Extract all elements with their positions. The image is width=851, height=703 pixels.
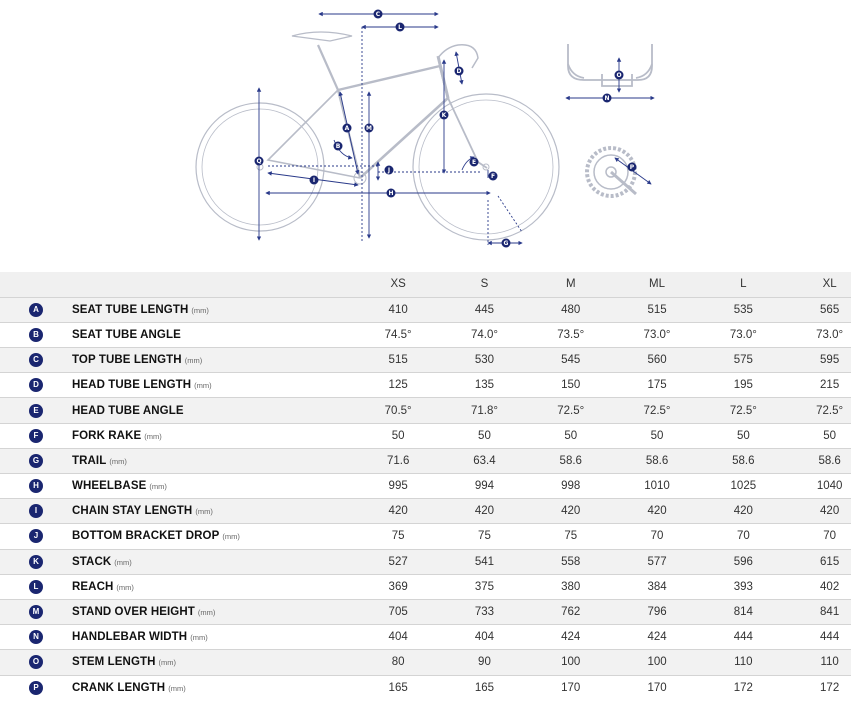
value-cell-l: 1025 [730, 480, 757, 493]
row-badge-cell [0, 373, 72, 398]
value-cell-s: 733 [474, 606, 495, 619]
value-cell-s: 74.0° [470, 328, 498, 341]
table-row [0, 423, 851, 448]
value-cell-m: 998 [561, 480, 581, 493]
size-header-xl: XL [786, 272, 851, 297]
value-cell-xl: 565 [820, 303, 840, 316]
value-cell-xs: 369 [388, 580, 408, 593]
measurement-name: FORK RAKE [72, 429, 142, 442]
value-cell-ml: 424 [647, 631, 667, 644]
measurement-name: STAND OVER HEIGHT [72, 606, 195, 619]
value-cell-l: 172 [733, 681, 753, 694]
value-cell-ml: 170 [647, 681, 667, 694]
size-header-m: M [528, 272, 614, 297]
value-cell-ml: 100 [647, 656, 667, 669]
measurement-name: TOP TUBE LENGTH [72, 354, 182, 367]
row-badge-cell [0, 574, 72, 599]
measurement-code-badge: D [29, 378, 43, 392]
value-cell-xl: 110 [820, 656, 839, 669]
value-cell-xs: 74.5° [384, 328, 412, 341]
svg-text:A: A [344, 125, 350, 133]
value-cell-ml: 420 [647, 505, 667, 518]
row-badge-cell [0, 423, 72, 448]
label-m [365, 124, 374, 133]
value-cell-xl: 841 [820, 606, 840, 619]
value-cell-m: 420 [561, 505, 581, 518]
value-cell-m: 58.6 [559, 454, 582, 467]
value-cell-m: 762 [561, 606, 581, 619]
measurement-name: WHEELBASE [72, 480, 147, 493]
row-badge-cell [0, 348, 72, 373]
measurement-code-badge: H [29, 479, 43, 493]
value-cell-s: 165 [474, 681, 495, 694]
svg-text:K: K [441, 112, 447, 120]
value-cell-s: 541 [474, 555, 495, 568]
value-cell-l: 814 [733, 606, 753, 619]
value-cell-xl: 72.5° [816, 404, 844, 417]
row-badge-cell [0, 549, 72, 574]
row-badge-cell [0, 398, 72, 423]
measurement-unit: (mm) [190, 633, 208, 643]
row-badge-cell [0, 524, 72, 549]
label-h [387, 189, 396, 198]
measurement-name-cell [72, 322, 355, 347]
value-cell-s: 63.4 [473, 454, 496, 467]
value-cell-ml: 58.6 [645, 454, 669, 467]
value-cell-xl: 70 [823, 530, 837, 543]
value-cell-xs: 404 [388, 631, 408, 644]
handlebar-inset [566, 44, 654, 98]
value-cell-m: 72.5° [557, 404, 585, 417]
value-cell-m: 380 [561, 580, 581, 593]
label-i [310, 176, 319, 185]
value-cell-s: 75 [478, 530, 491, 543]
value-cell-ml: 384 [647, 580, 667, 593]
value-cell-m: 545 [561, 354, 581, 367]
measurement-name-cell [72, 549, 355, 574]
table-row [0, 625, 851, 650]
measurement-code-badge: P [29, 681, 43, 695]
value-cell-s: 90 [478, 656, 491, 669]
table-row [0, 599, 851, 624]
measurement-code-badge: M [29, 605, 43, 619]
value-cell-xl: 1040 [816, 480, 843, 493]
crankset-inset [587, 148, 651, 196]
row-badge-cell [0, 625, 72, 650]
measurement-name-cell [72, 348, 355, 373]
measurement-unit: (mm) [191, 305, 209, 315]
measurement-unit: (mm) [116, 582, 134, 592]
measurement-name: SEAT TUBE LENGTH [72, 303, 189, 316]
measurement-name: HEAD TUBE LENGTH [72, 379, 192, 392]
value-cell-s: 530 [474, 354, 495, 367]
row-badge-cell [0, 499, 72, 524]
table-row [0, 474, 851, 499]
value-cell-xl: 215 [820, 379, 840, 392]
measurement-unit: (mm) [149, 482, 167, 492]
measurement-unit: (mm) [184, 356, 203, 366]
table-row [0, 675, 851, 700]
row-badge-cell [0, 650, 72, 675]
measurement-unit: (mm) [168, 683, 186, 693]
table-row [0, 348, 851, 373]
measurement-name: REACH [72, 580, 114, 593]
value-cell-xs: 71.6 [386, 454, 410, 467]
label-g [502, 239, 511, 248]
measurement-unit: (mm) [114, 557, 132, 567]
label-c [374, 10, 383, 19]
row-badge-cell [0, 474, 72, 499]
label-p [628, 163, 637, 172]
measurement-name-cell [72, 448, 355, 473]
size-header-s: S [441, 272, 527, 297]
value-cell-s: 135 [474, 379, 495, 392]
value-cell-s: 994 [474, 480, 495, 493]
table-row [0, 499, 851, 524]
value-cell-xl: 595 [820, 354, 840, 367]
svg-text:H: H [388, 190, 394, 198]
value-cell-xs: 410 [388, 303, 408, 316]
table-row [0, 297, 851, 322]
measurement-unit: (mm) [195, 507, 213, 517]
svg-text:Q: Q [256, 158, 262, 166]
value-cell-xs: 70.5° [384, 404, 412, 417]
value-cell-xs: 80 [391, 656, 405, 669]
measurement-code-badge: J [29, 529, 43, 543]
table-row [0, 574, 851, 599]
measurement-name-cell [72, 625, 355, 650]
value-cell-ml: 175 [647, 379, 667, 392]
measurement-code-badge: E [29, 404, 43, 418]
value-cell-s: 375 [474, 580, 495, 593]
measurement-name-cell [72, 474, 355, 499]
value-cell-xl: 420 [820, 505, 840, 518]
table-row [0, 650, 851, 675]
measurement-name-cell [72, 423, 355, 448]
value-cell-xs: 125 [388, 379, 408, 392]
value-cell-l: 535 [733, 303, 753, 316]
row-badge-cell [0, 599, 72, 624]
table-row [0, 322, 851, 347]
value-cell-xl: 444 [820, 631, 840, 644]
value-cell-ml: 1010 [644, 480, 670, 493]
measurement-code-badge: C [29, 353, 43, 367]
value-cell-l: 420 [733, 505, 753, 518]
measurement-name: STEM LENGTH [72, 656, 156, 669]
measurement-name: HANDLEBAR WIDTH [72, 631, 188, 644]
svg-text:E: E [471, 159, 477, 167]
value-cell-s: 50 [478, 429, 491, 442]
value-cell-xl: 73.0° [816, 328, 844, 341]
value-cell-xs: 527 [388, 555, 408, 568]
label-d [455, 67, 464, 76]
measurement-code-badge: B [29, 328, 43, 342]
label-b [334, 142, 343, 151]
value-cell-s: 404 [474, 631, 495, 644]
value-cell-l: 58.6 [732, 454, 755, 467]
value-cell-l: 393 [733, 580, 753, 593]
value-cell-xl: 50 [823, 429, 837, 442]
header-blank [72, 272, 355, 297]
value-cell-m: 558 [561, 555, 581, 568]
svg-text:D: D [456, 68, 462, 76]
value-cell-l: 72.5° [729, 404, 757, 417]
measurement-code-badge: O [29, 655, 43, 669]
measurement-unit: (mm) [144, 431, 162, 441]
geometry-table-body [0, 297, 851, 700]
measurement-name: CHAIN STAY LENGTH [72, 505, 193, 518]
measurement-unit: (mm) [197, 608, 216, 618]
measurement-code-badge: L [29, 580, 43, 594]
label-l [396, 23, 405, 32]
table-row [0, 373, 851, 398]
measurement-unit: (mm) [222, 532, 240, 542]
svg-text:I: I [312, 177, 316, 185]
value-cell-l: 575 [733, 354, 753, 367]
value-cell-l: 195 [733, 379, 753, 392]
value-cell-xs: 515 [388, 354, 408, 367]
size-header-l: L [700, 272, 786, 297]
svg-text:G: G [503, 240, 509, 248]
value-cell-s: 445 [474, 303, 495, 316]
measurement-code-badge: A [29, 303, 43, 317]
size-header-ml: ML [614, 272, 700, 297]
label-a [343, 124, 352, 133]
value-cell-xs: 420 [388, 505, 408, 518]
row-badge-cell [0, 322, 72, 347]
measurement-name: TRAIL [72, 454, 107, 467]
measurement-name-cell [72, 373, 355, 398]
measurement-name: HEAD TUBE ANGLE [72, 404, 184, 417]
value-cell-m: 480 [561, 303, 581, 316]
bike-geometry-diagram [0, 0, 851, 272]
table-row [0, 549, 851, 574]
value-cell-l: 73.0° [729, 328, 757, 341]
size-header-row [0, 272, 851, 297]
table-row [0, 524, 851, 549]
value-cell-ml: 560 [647, 354, 667, 367]
measurement-name-cell [72, 524, 355, 549]
value-cell-xl: 615 [820, 555, 840, 568]
measurement-name: SEAT TUBE ANGLE [72, 328, 181, 341]
label-e [470, 158, 479, 167]
measurement-name-cell [72, 574, 355, 599]
value-cell-l: 50 [736, 429, 750, 442]
value-cell-xs: 75 [391, 530, 405, 543]
value-cell-xs: 165 [388, 681, 408, 694]
measurement-name: CRANK LENGTH [72, 681, 166, 694]
measurement-name-cell [72, 398, 355, 423]
measurement-code-badge: F [29, 429, 43, 443]
label-k [440, 111, 449, 120]
measurement-code-badge: I [29, 504, 43, 518]
value-cell-l: 110 [734, 656, 753, 669]
value-cell-m: 150 [561, 379, 581, 392]
measurement-name-cell [72, 675, 355, 700]
value-cell-m: 73.5° [557, 328, 585, 341]
label-f [489, 172, 498, 181]
table-row [0, 398, 851, 423]
value-cell-ml: 50 [650, 429, 664, 442]
svg-text:O: O [616, 72, 622, 80]
value-cell-ml: 796 [647, 606, 667, 619]
value-cell-xs: 50 [391, 429, 405, 442]
svg-text:L: L [398, 24, 402, 32]
value-cell-ml: 577 [647, 555, 667, 568]
label-q [255, 157, 264, 166]
bike-frame-drawing [196, 32, 559, 240]
label-o [615, 71, 624, 80]
measurement-name: BOTTOM BRACKET DROP [72, 530, 220, 543]
value-cell-s: 420 [474, 505, 495, 518]
value-cell-xl: 402 [820, 580, 840, 593]
label-j [385, 166, 394, 175]
value-cell-xl: 172 [820, 681, 840, 694]
row-badge-cell [0, 448, 72, 473]
value-cell-ml: 515 [647, 303, 667, 316]
measurement-unit: (mm) [109, 456, 127, 466]
svg-text:M: M [366, 125, 372, 133]
value-cell-xs: 995 [388, 480, 408, 493]
measurement-name-cell [72, 650, 355, 675]
measurement-name-cell [72, 599, 355, 624]
value-cell-m: 75 [564, 530, 578, 543]
value-cell-l: 70 [736, 530, 750, 543]
value-cell-s: 71.8° [470, 404, 498, 417]
svg-text:P: P [629, 164, 635, 172]
measurement-code-badge: K [29, 555, 43, 569]
value-cell-m: 100 [561, 656, 581, 669]
measurement-name: STACK [72, 555, 112, 568]
value-cell-xl: 58.6 [818, 454, 841, 467]
value-cell-ml: 70 [650, 530, 664, 543]
value-cell-m: 50 [564, 429, 578, 442]
measurement-unit: (mm) [194, 381, 212, 391]
measurement-name-cell [72, 297, 355, 322]
measurement-code-badge: G [29, 454, 43, 468]
svg-text:B: B [335, 143, 341, 151]
header-blank [0, 272, 72, 297]
row-badge-cell [0, 297, 72, 322]
value-cell-ml: 72.5° [643, 404, 671, 417]
value-cell-l: 596 [733, 555, 753, 568]
table-row [0, 448, 851, 473]
svg-text:F: F [490, 173, 496, 181]
measurement-code-badge: N [29, 630, 43, 644]
svg-text:N: N [604, 95, 610, 103]
value-cell-m: 170 [561, 681, 581, 694]
measurement-unit: (mm) [158, 658, 177, 668]
geometry-table [0, 272, 851, 700]
size-header-xs: XS [355, 272, 441, 297]
svg-text:J: J [387, 167, 391, 175]
measurement-name-cell [72, 499, 355, 524]
value-cell-ml: 73.0° [643, 328, 671, 341]
svg-text:C: C [375, 11, 381, 19]
value-cell-m: 424 [561, 631, 581, 644]
value-cell-xs: 705 [388, 606, 408, 619]
row-badge-cell [0, 675, 72, 700]
label-n [603, 94, 612, 103]
value-cell-l: 444 [733, 631, 753, 644]
